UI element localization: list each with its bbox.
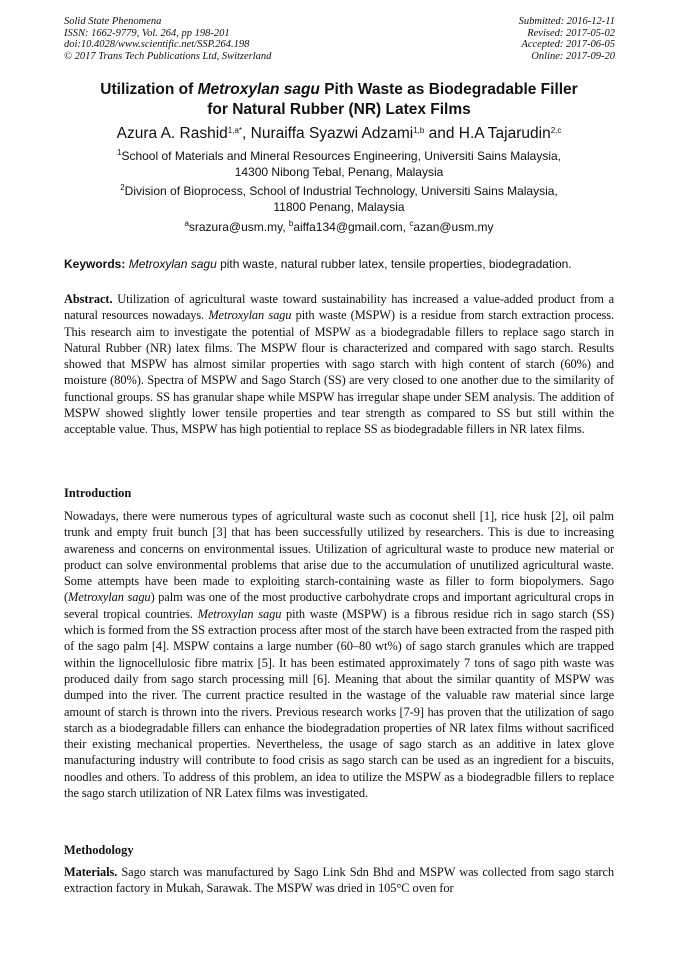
author-2: Nuraiffa Syazwi Adzami [250,125,414,142]
author-separator: and [424,125,459,142]
introduction-heading: Introduction [64,486,132,500]
date-online: Online: 2017-09-20 [531,50,615,62]
email-1-sup: a [184,219,189,228]
affiliation-1-sup: 1 [117,148,122,157]
methodology-heading: Methodology [64,843,134,857]
intro-text: ) palm was one of the most productive carbohydrate crops and important agricultural crops in several tropical countries. [64,590,614,621]
abstract [64,291,614,438]
keywords-list: pith waste, natural rubber latex, tensile properties, biodegradation. [216,257,572,271]
affiliation-2-sup: 2 [120,183,125,192]
author-separator: , [242,125,251,142]
title-italic: Metroxylan sagu [197,81,320,98]
email-2-sup: b [288,219,294,228]
author-list [40,124,638,144]
title-line1-suffix: Pith Waste as Biodegradable Filler [319,81,578,98]
keywords [64,257,624,272]
journal-name: Solid State Phenomena [64,16,162,27]
abstract-text: pith waste (MSPW) is a residue from starch extraction process. This research aim to investigate the potential of MSPW as a biodegradable fillers to replace sago starch in Natural Rubber (NR) latex films. The MSPW flour is characterized and compared with sago starch. Results showed that MSPW has almost similar properties with sago starch with high content of starch (60%) and moisture (80%). Spectra of MSPW and Sago Starch (SS) are very closed to one another due to the similarity of functional groups. SS has granular shape while MSPW has irregular shape under SEM analysis. The addition of MSPW showed slightly lower tensile properties and tear strength as compared to SS but still within the acceptable value. Thus, MSPW has high potiential to replace SS as biodegradable fillers in NR latex films. [64,308,614,437]
paper-title [40,80,638,120]
keywords-italic: Metroxylan sagu [128,257,217,271]
intro-text: pith waste (MSPW) is a fibrous residue rich in sago starch (SS) which is formed from the SS extraction process after most of the starch have been extracted from the rasped pith of the sago palm [4]. MSPW contains a large number (60–80 wt%) of sago starch granules which are trapped within the lignocellulosic fibre matrix [5]. It has been estimated approximately 7 tons of sago pith waste was produced daily from sago starch processing mill [6]. Meaning that about the similar quantity of MSPW was dumped into the river. The current practice resulted in the wastage of the valuable raw material since large amount of starch is thrown into the rivers. Previous research works [7-9] has proven that the utilization of sago starch as a biodegradable fillers can enhance the biodegradation properties of NR latex films without sacrificed their existing mechanical properties. Nevertheless, the usage of sago starch as an additive in latex glove manufacturing industry will contribute to food crisis as sago starch can be used as an ingredient for a biscuits, noodles and others. To address of this problem, an idea to utilize the MSPW as a biodegradble fillers to replace the sago starch utilization of NR Latex films was investigated. [64,606,614,801]
email-2[interactable]: aiffa134@gmail.com, [293,220,410,234]
materials-text: Sago starch was manufactured by Sago Link Sdn Bhd and MSPW was collected from sago starch extraction factory in Mukah, Sarawak. The MSPW was dried in 105°C oven for [64,865,614,896]
author-emails [40,220,638,235]
affiliation-2-line2: 11800 Penang, Malaysia [273,199,405,214]
journal-issn: ISSN: 1662-9779, Vol. 264, pp 198-201 [64,27,230,39]
intro-italic: Metroxylan sagu [197,606,282,621]
materials-label: Materials. [64,865,118,879]
title-prefix: Utilization of [100,81,198,98]
abstract-italic: Metroxylan sagu [208,308,292,323]
date-revised: Revised: 2017-05-02 [527,27,615,39]
intro-italic: Metroxylan sagu [68,590,151,605]
journal-copyright: © 2017 Trans Tech Publications Ltd, Switzerland [64,50,272,62]
affiliation-2-line1: Division of Bioprocess, School of Industrial Technology, Universiti Sains Malaysia, [124,184,558,198]
title-line2: for Natural Rubber (NR) Latex Films [207,101,471,118]
intro-text: Nowadays, there were numerous types of agricultural waste such as coconut shell [1], rice husk [2], oil palm trunk and empty fruit bunch [3] that has been successfully utilized by researchers. This is due to increasing awareness and concerns on environmental issues. Utilization of agricultural waste to produce new material or product can solve environmental problems that arise due to the accumulation of unutilized agricultural waste. Some attempts have been made to exploiting starch-containing waste as filler to form biopolymers. Sago ( [64,509,614,605]
author-1: Azura A. Rashid [116,125,228,142]
email-3[interactable]: azan@usm.my [413,220,494,234]
email-1[interactable]: srazura@usm.my, [188,220,289,234]
date-submitted: Submitted: 2016-12-11 [518,16,615,27]
affiliation-1-line1: School of Materials and Mineral Resources Engineering, Universiti Sains Malaysia, [121,149,561,163]
email-3-sup: c [409,219,414,228]
date-accepted: Accepted: 2017-06-05 [521,39,615,51]
affiliation-1 [40,149,638,180]
author-1-sup: 1,a* [227,126,243,135]
journal-info [64,16,271,62]
author-3: H.A Tajarudin [458,125,551,142]
author-2-sup: 1,b [413,126,425,135]
keywords-label: Keywords: [64,257,126,271]
affiliation-2 [40,184,638,215]
abstract-text: Utilization of agricultural waste toward sustainability has increased a value-added product from a natural resources nowadays. [64,292,614,323]
introduction-body [64,508,614,801]
methodology-materials [64,864,614,897]
submission-dates [519,16,615,62]
author-3-sup: 2,c [550,126,562,135]
journal-doi: doi:10.4028/www.scientific.net/SSP.264.198 [64,39,250,51]
affiliation-1-line2: 14300 Nibong Tebal, Penang, Malaysia [234,164,444,179]
abstract-label: Abstract. [64,292,113,306]
